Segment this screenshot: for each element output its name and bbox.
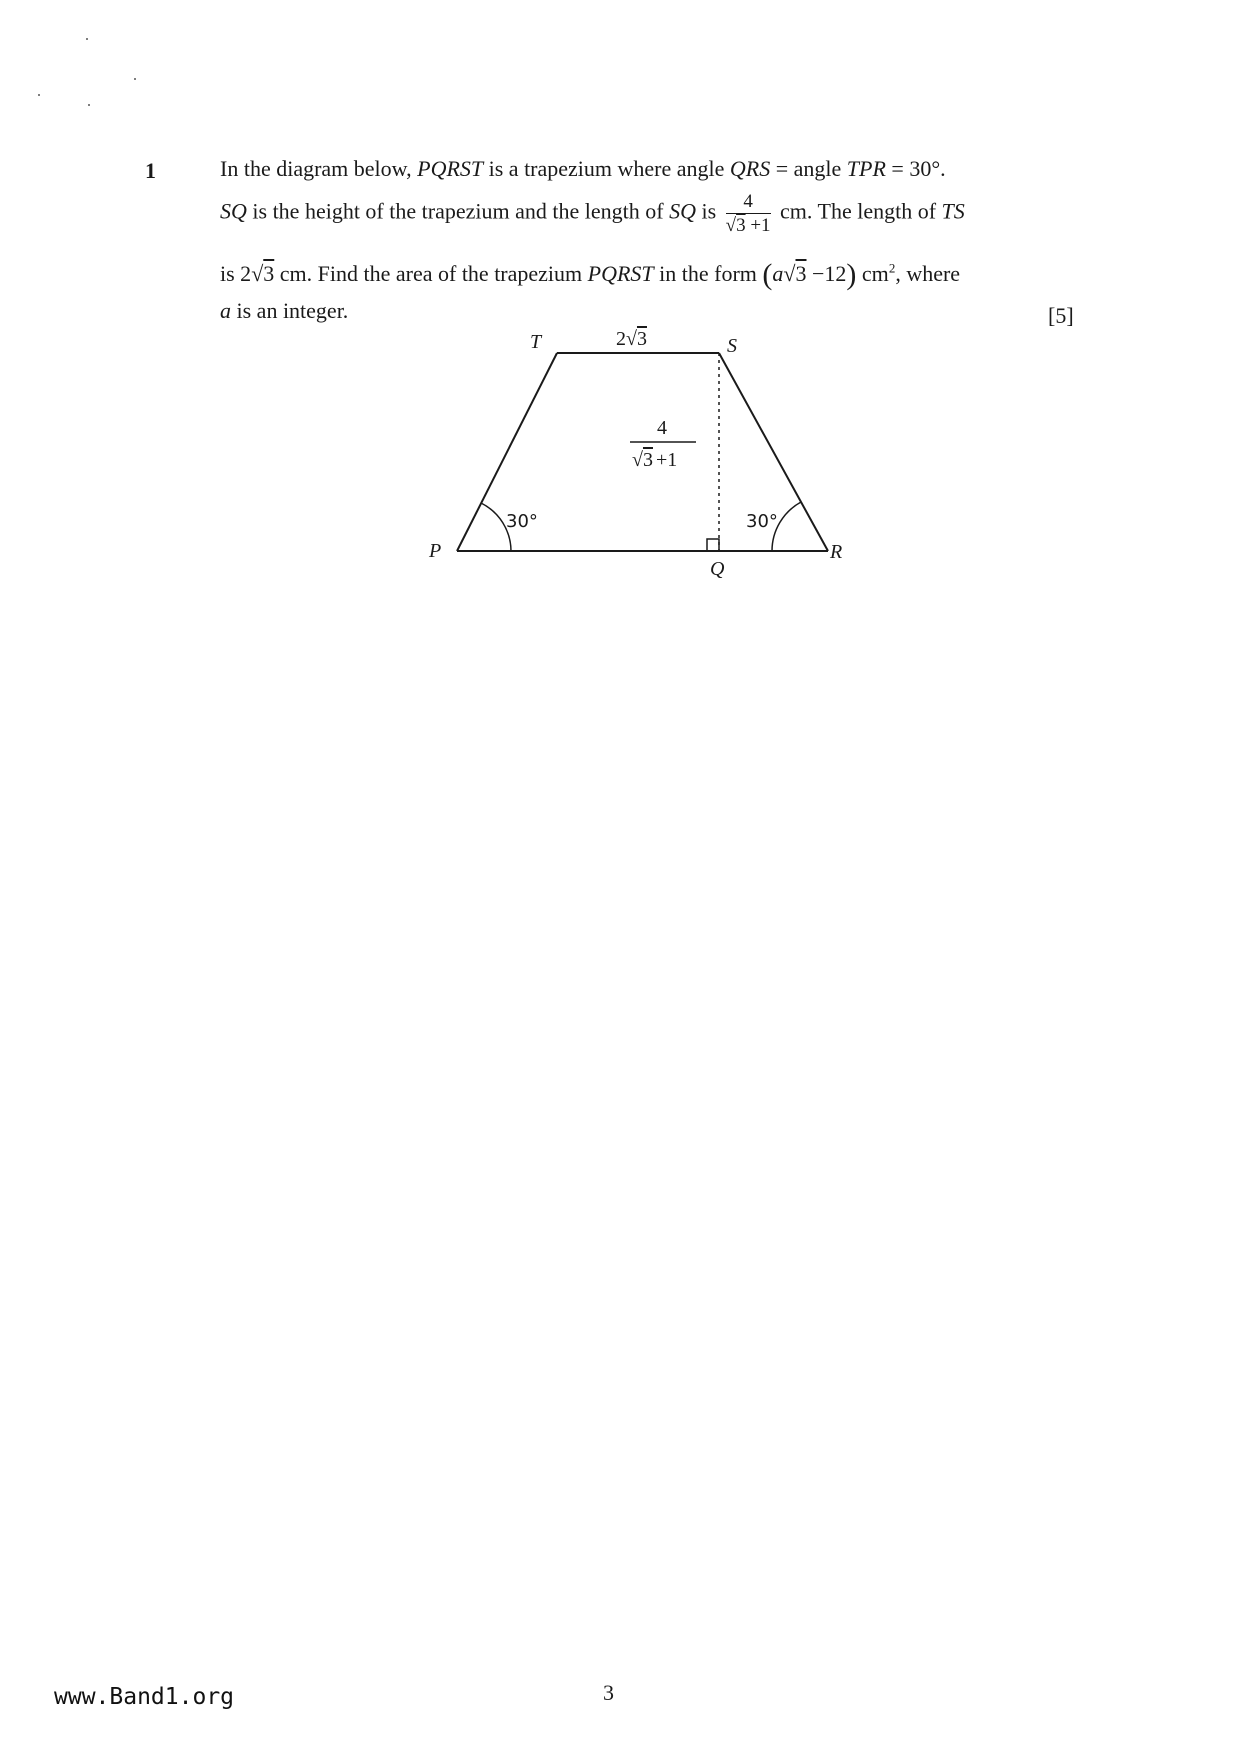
angle-label-R: 30°	[746, 511, 778, 532]
height-label-numerator: 4	[657, 417, 667, 439]
footer-url: www.Band1.org	[54, 1684, 235, 1710]
question-line-2: SQ is the height of the trapezium and the length of SQ is $\frac{4}{√3 +1}$ cm. The length of TS	[220, 191, 965, 236]
vertex-label-R: R	[830, 541, 843, 563]
question-line-4: a is an integer.	[220, 298, 349, 323]
question-line-3: is 2√3 cm. Find the area of the trapezium PQRST in the form (a√3 −12) $cm^2$, where	[220, 258, 961, 291]
marks-label: [5]	[1048, 303, 1074, 328]
right-angle-marker	[707, 539, 719, 551]
height-label-denominator: √3 +1	[632, 449, 678, 471]
vertex-label-T: T	[530, 331, 542, 353]
angle-label-P: 30°	[506, 511, 538, 532]
question-number: 1	[145, 158, 156, 183]
vertex-label-P: P	[429, 540, 442, 562]
scan-speck	[134, 78, 136, 80]
height-fraction: $\frac{4}{√3 +1}$	[725, 191, 771, 236]
scan-speck	[88, 104, 90, 106]
trapezium-diagram	[420, 320, 860, 590]
top-length-label: 2√3	[616, 328, 647, 350]
vertex-label-S: S	[727, 335, 737, 357]
page-number: 3	[603, 1680, 614, 1705]
scan-speck	[38, 94, 40, 96]
vertex-label-Q: Q	[710, 558, 725, 580]
question-line-1: In the diagram below, PQRST is a trapezium where angle QRS = angle TPR = 30°.	[220, 156, 946, 181]
scan-speck	[86, 38, 88, 40]
